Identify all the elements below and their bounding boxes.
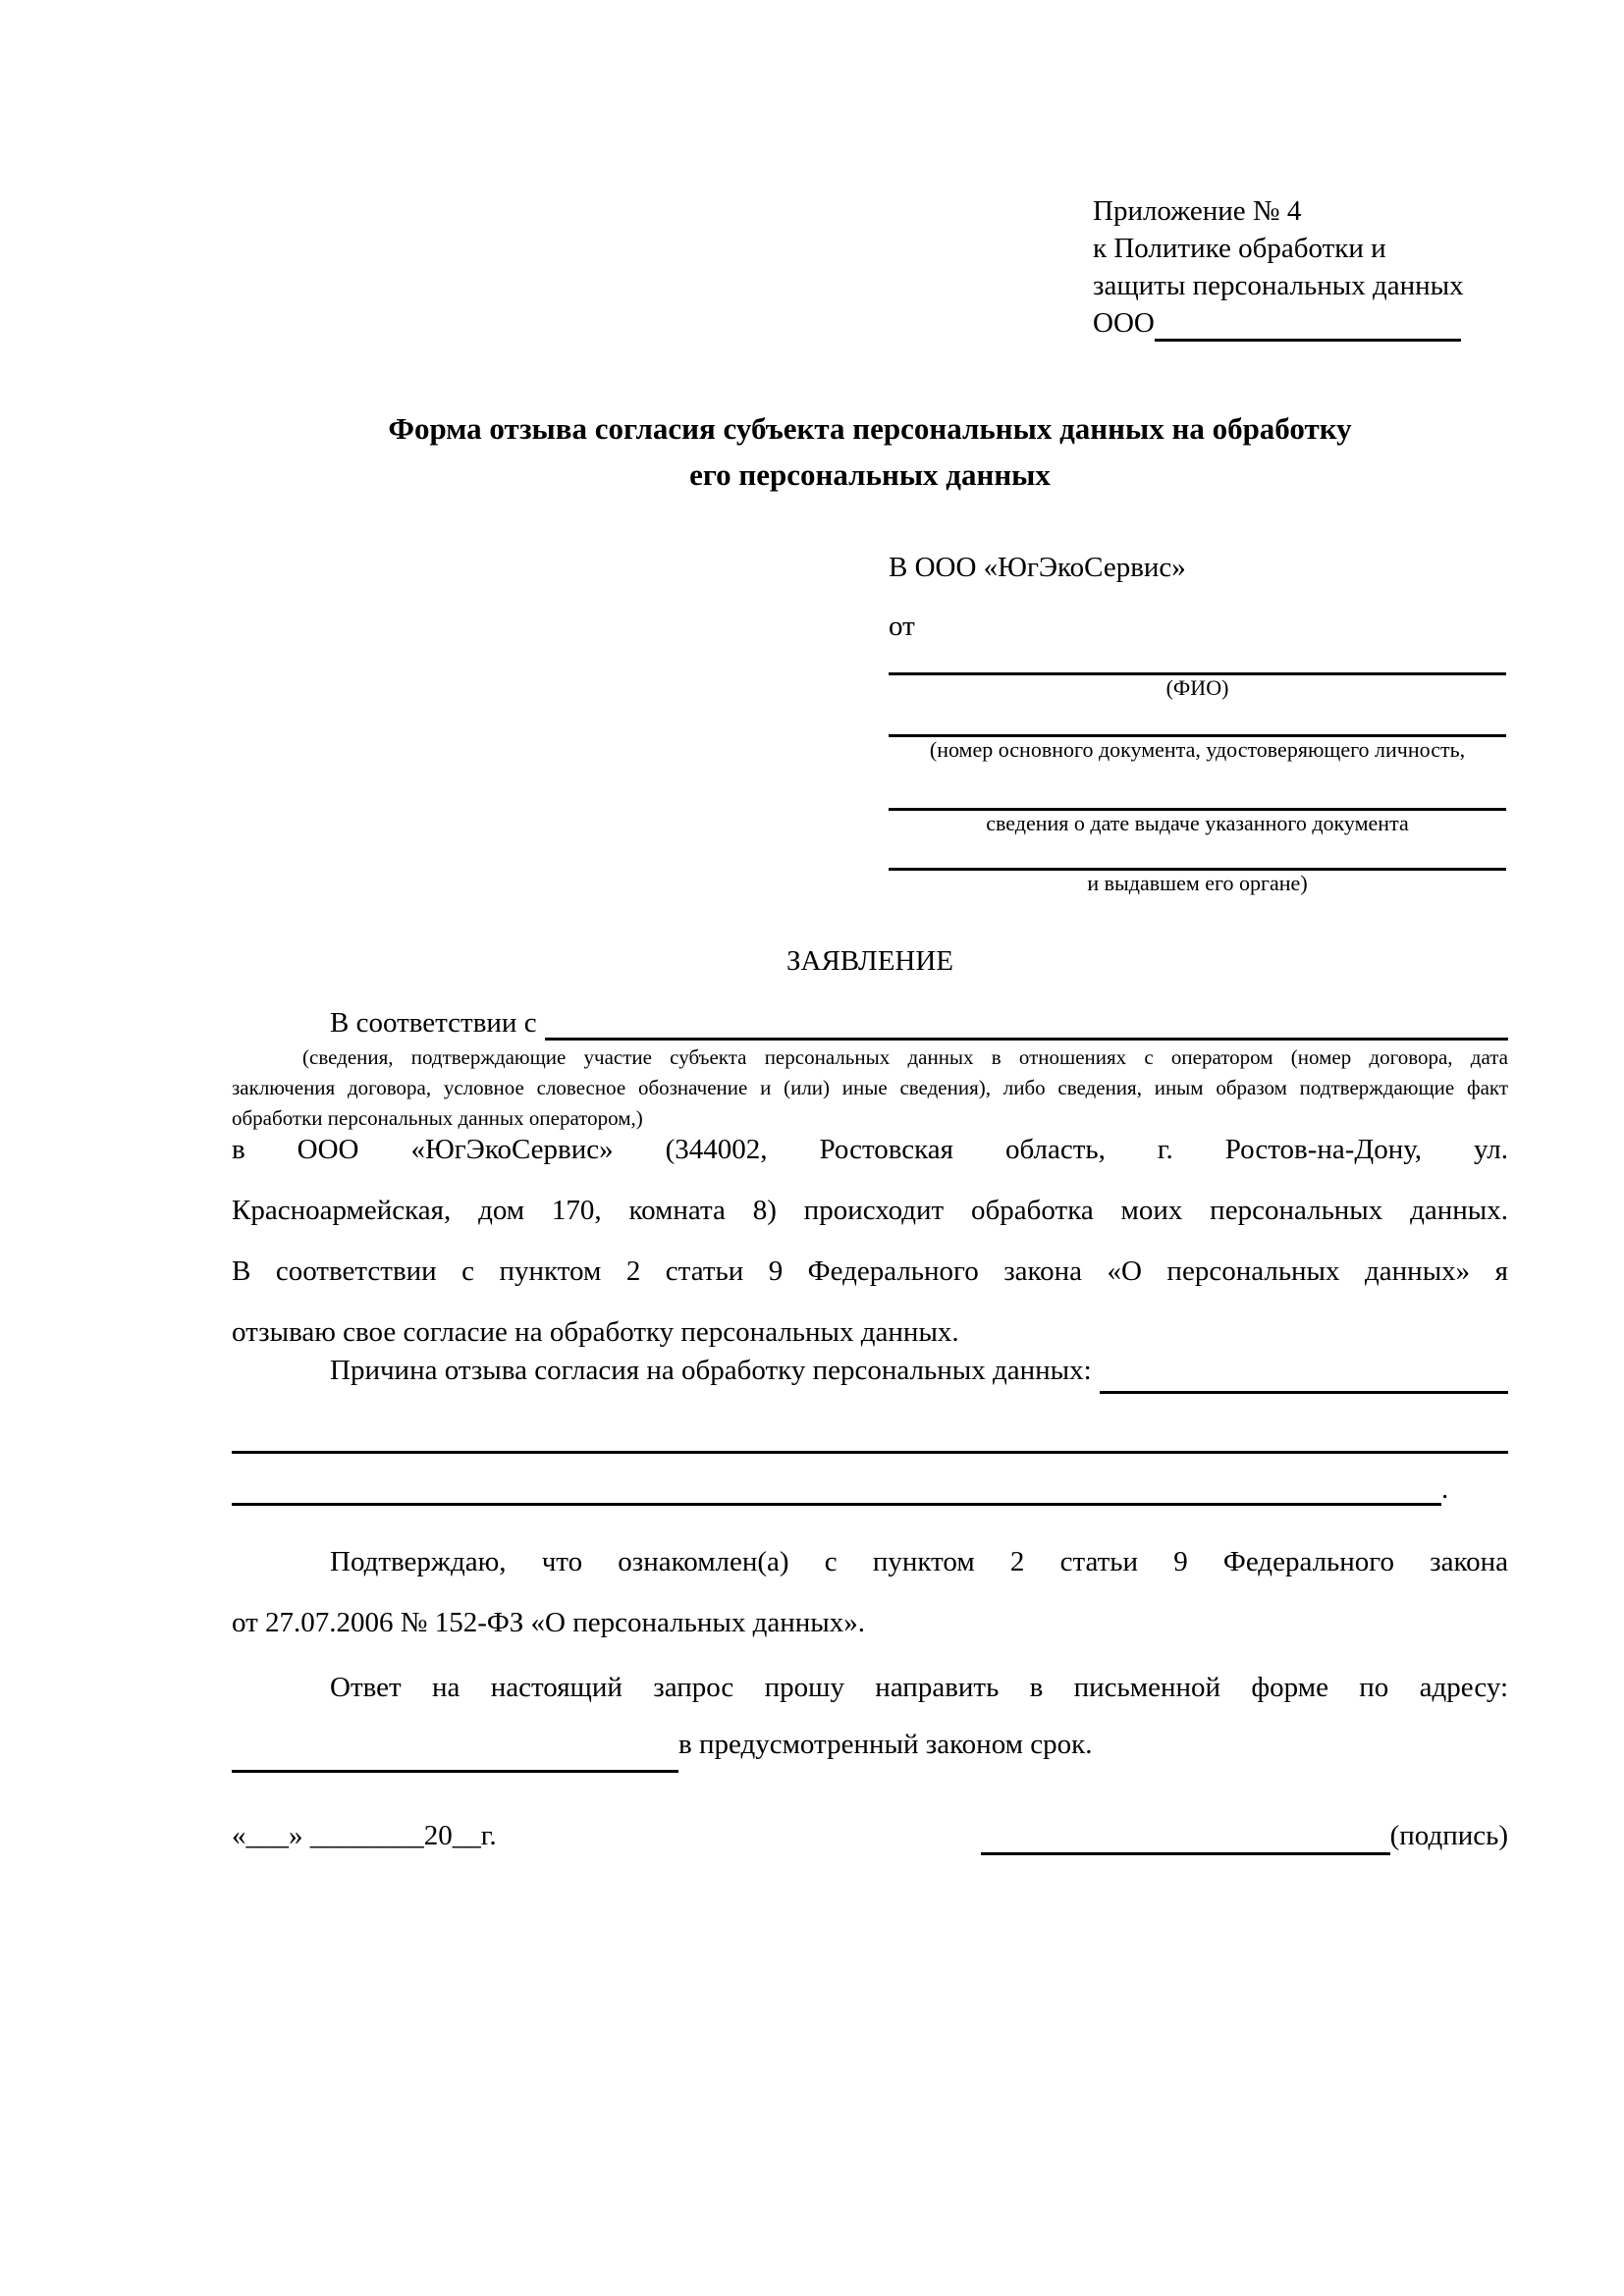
signature-group [981, 1816, 1508, 1855]
reply-line-2-text: в предусмотренный законом срок. [678, 1729, 1093, 1760]
document-title-line-1: Форма отзыва согласия субъекта персональных данных на обработку [388, 411, 1352, 446]
signature-caption: (подпись) [1389, 1820, 1508, 1851]
fio-blank-field [889, 656, 1506, 675]
document-title [232, 405, 1508, 498]
body-line-3: В соответствии с пунктом 2 статьи 9 Федерального закона «О персональных данных» я [232, 1255, 1508, 1287]
reply-paragraph [232, 1659, 1508, 1773]
signature-blank-field [981, 1821, 1390, 1855]
reason-lead: Причина отзыва согласия на обработку персональных данных: [330, 1355, 1092, 1386]
footnote-line-3: обработки персональных данных оператором,) [232, 1106, 643, 1130]
reply-line-1: Ответ на настоящий запрос прошу направить в письменной форме по адресу: [330, 1672, 1508, 1703]
issuer-blank-field [889, 836, 1506, 871]
header-note [1093, 192, 1505, 342]
footer-row [232, 1816, 1508, 1855]
reason-line-3 [232, 1454, 1508, 1506]
header-note-line-3: защиты персональных данных [1093, 270, 1464, 301]
reason-line-1 [232, 1347, 1508, 1394]
intro-line [232, 1005, 1508, 1041]
reply-address-blank-field [232, 1727, 678, 1773]
ooo-label: ООО [1093, 307, 1155, 339]
reason-block [232, 1347, 1508, 1506]
addressee-to: В ООО «ЮгЭкоСервис» [889, 552, 1186, 583]
header-note-line-2: к Политике обработки и [1093, 233, 1386, 264]
doc-number-caption: (номер основного документа, удостоверяющего личность, [929, 737, 1466, 762]
header-note-line-1: Приложение № 4 [1093, 195, 1302, 227]
document-title-line-2: его персональных данных [689, 457, 1051, 492]
date-line: «___» ________20__г. [232, 1820, 497, 1851]
confirm-line-2: от 27.07.2006 № 152-ФЗ «О персональных данных». [232, 1607, 866, 1638]
issue-date-caption: сведения о дате выдаче указанного документа [986, 811, 1409, 835]
body-paragraph [232, 1119, 1508, 1362]
body-line-4: отзываю свое согласие на обработку персональных данных. [232, 1316, 959, 1348]
confirm-line-1: Подтверждаю, что ознакомлен(а) с пунктом 2 статьи 9 Федерального закона [330, 1546, 1508, 1577]
reason-period: . [1441, 1473, 1449, 1505]
reply-line-2 [232, 1716, 1508, 1773]
ooo-blank-field [1155, 309, 1461, 342]
reason-blank-field-1 [1100, 1363, 1508, 1394]
statement-heading: ЗАЯВЛЕНИЕ [785, 945, 954, 977]
intro-lead: В соответствии с [330, 1007, 537, 1039]
addressee-from-label: от [889, 611, 915, 642]
reason-blank-field-2 [232, 1394, 1508, 1454]
intro-blank-field [545, 1010, 1508, 1041]
issuer-caption: и выдавшем его органе) [1087, 871, 1308, 895]
body-line-1: в ООО «ЮгЭкоСервис» (344002, Ростовская область, г. Ростов-на-Дону, ул. [232, 1134, 1508, 1165]
doc-number-blank-field [889, 701, 1506, 737]
header-note-ooo-row [1093, 304, 1505, 342]
fio-caption: (ФИО) [1165, 675, 1229, 700]
footnote-line-1: (сведения, подтверждающие участие субъекта персональных данных в отношениях с оператором (номер договора, дата [302, 1045, 1508, 1069]
reason-blank-field-3 [232, 1454, 1441, 1506]
body-line-2: Красноармейская, дом 170, комната 8) происходит обработка моих персональных данных. [232, 1195, 1508, 1226]
issue-date-blank-field [889, 763, 1506, 811]
addressee-block [889, 538, 1506, 896]
footnote-line-2: заключения договора, условное словесное обозначение и (или) иные сведения), либо сведения, иным образом подтверждающие факт [232, 1076, 1508, 1099]
confirm-paragraph [232, 1531, 1508, 1653]
